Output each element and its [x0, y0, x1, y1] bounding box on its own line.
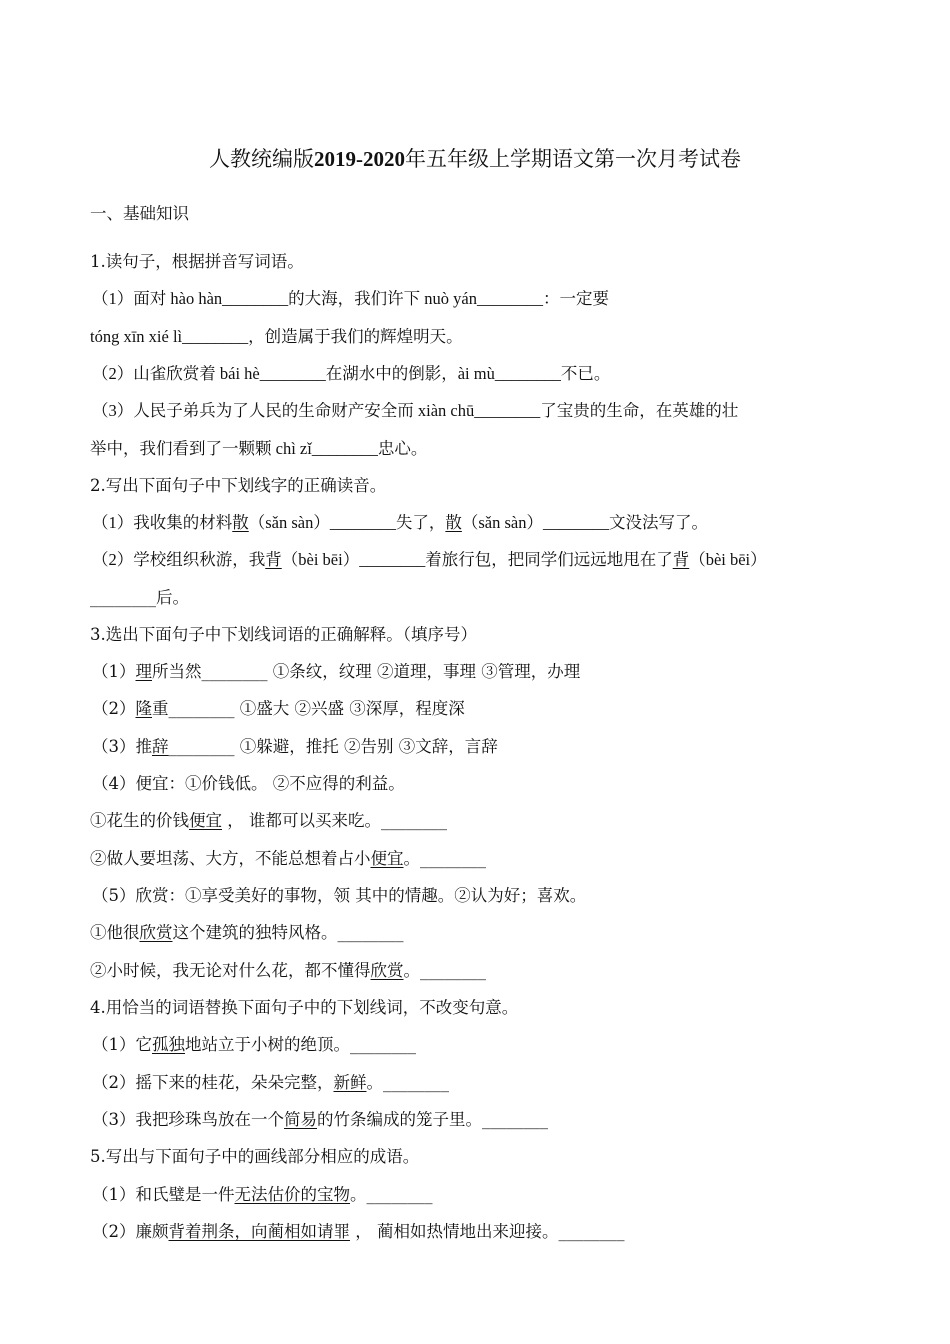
question-3-item-3: （3）推辞________ ①躲避，推托 ②告别 ③文辞，言辞: [92, 737, 498, 756]
question-3-item-4a: ①花生的价钱便宜 ， 谁都可以买来吃。________: [90, 811, 447, 830]
question-1-heading: 1.读句子，根据拼音写词语。: [90, 252, 304, 271]
question-2-item-2: （2）学校组织秋游，我背（bèi bēi）________着旅行包，把同学们远远地甩在了背（bèi bēi）: [92, 550, 767, 569]
question-3-item-5a: ①他很欣赏这个建筑的独特风格。________: [90, 923, 404, 942]
document-title: 人教统编版2019-2020年五年级上学期语文第一次月考试卷: [209, 147, 741, 171]
question-4-item-3: （3）我把珍珠鸟放在一个简易的竹条编成的笼子里。________: [92, 1110, 548, 1129]
question-2-item-2-cont: ________后。: [90, 588, 189, 607]
question-4-item-1: （1）它孤独地站立于小树的绝顶。________: [92, 1035, 416, 1054]
question-4-heading: 4.用恰当的词语替换下面句子中的下划线词，不改变句意。: [90, 998, 519, 1017]
question-3-item-2: （2）隆重________ ①盛大 ②兴盛 ③深厚，程度深: [92, 699, 465, 718]
question-3-item-5: （5）欣赏：①享受美好的事物，领 其中的情趣。②认为好；喜欢。: [92, 886, 587, 905]
section-heading: 一、基础知识: [90, 204, 189, 223]
question-1-part-3: （3）人民子弟兵为了人民的生命财产安全而 xiàn chū________了宝贵的生命，在英雄的壮: [92, 401, 739, 420]
question-4-item-2: （2）摇下来的桂花，朵朵完整，新鲜。________: [92, 1073, 449, 1092]
question-3-item-4b: ②做人要坦荡、大方，不能总想着占小便宜。________: [90, 849, 486, 868]
question-3-item-1: （1）理所当然________ ①条纹，纹理 ②道理，事理 ③管理，办理: [92, 662, 581, 681]
question-1-part-2: （2）山雀欣赏着 bái hè________在湖水中的倒影，ài mù________不已。: [92, 364, 611, 383]
question-1-part-3-cont: 举中，我们看到了一颗颗 chì zǐ________忠心。: [90, 439, 428, 458]
question-3-item-4: （4）便宜：①价钱低。 ②不应得的利益。: [92, 774, 405, 793]
question-1-part-1: （1）面对 hào hàn________的大海，我们许下 nuò yán________：一定要: [92, 289, 609, 308]
question-1-part-1-cont: tóng xīn xié lì________，创造属于我们的辉煌明天。: [90, 327, 463, 346]
question-2-heading: 2.写出下面句子中下划线字的正确读音。: [90, 476, 387, 495]
question-5-item-1: （1）和氏璧是一件无法估价的宝物。________: [92, 1185, 433, 1204]
question-5-heading: 5.写出与下面句子中的画线部分相应的成语。: [90, 1147, 420, 1166]
question-3-heading: 3.选出下面句子中下划线词语的正确解释。（填序号）: [90, 625, 477, 644]
question-5-item-2: （2）廉颇背着荆条，向蔺相如请罪 ， 蔺相如热情地出来迎接。________: [92, 1222, 625, 1241]
question-2-item-1: （1）我收集的材料散（sǎn sàn）________失了，散（sǎn sàn）________文没法写了。: [92, 513, 708, 532]
question-3-item-5b: ②小时候，我无论对什么花，都不懂得欣赏。________: [90, 961, 486, 980]
